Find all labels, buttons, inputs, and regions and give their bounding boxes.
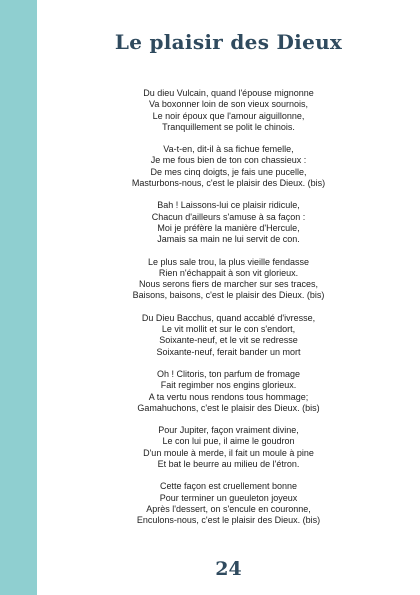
- stanza-1: [37, 88, 420, 133]
- verse-line: Gamahuchons, c'est le plaisir des Dieux. (bis): [137, 402, 320, 413]
- verse-line: Pour Jupiter, façon vraiment divine,: [158, 425, 299, 436]
- stanza-5: [37, 313, 420, 358]
- verse-line: Soixante-neuf, et le vit se redresse: [159, 335, 298, 346]
- verse-line: Le noir époux que l'amour aiguillonne,: [152, 110, 305, 121]
- verse-line: Et bat le beurre au milieu de l'étron.: [157, 459, 300, 470]
- verse-line: Bah ! Laissons-lui ce plaisir ridicule,: [157, 200, 300, 211]
- verse-line: Je me fous bien de ton con chassieux :: [150, 155, 307, 166]
- verse-line: Oh ! Clitoris, ton parfum de fromage: [156, 368, 301, 379]
- verse-line: Le plus sale trou, la plus vieille fendasse: [147, 256, 310, 267]
- verse-line: Du dieu Vulcain, quand l'épouse mignonne: [143, 88, 314, 98]
- verse-line: Baisons, baisons, c'est le plaisir des Dieux. (bis): [132, 290, 325, 301]
- verse-line: Va boxonner loin de son vieux sournois,: [149, 99, 308, 110]
- verse-line: Chacun d'ailleurs s'amuse à sa façon :: [151, 211, 306, 222]
- verse-line: Masturbons-nous, c'est le plaisir des Dieux. (bis): [131, 178, 326, 189]
- verse-line: Du Dieu Bacchus, quand accablé d'ivresse,: [141, 312, 316, 323]
- stanza-8: [37, 481, 420, 526]
- verse-line: Va-t-en, dit-il à sa fichue femelle,: [163, 144, 294, 155]
- stanza-6: [37, 369, 420, 414]
- verse-line: Le vit mollit et sur le con s'endort,: [161, 324, 296, 335]
- verse-line: Fait regimber nos engins glorieux.: [160, 380, 297, 391]
- poem-title: Le plaisir des Dieux: [114, 30, 343, 54]
- verse-line: Cette façon est cruellement bonne: [159, 481, 298, 492]
- page-number: 24: [215, 558, 242, 580]
- stanza-7: [37, 425, 420, 470]
- verse-line: Rien n'échappait à son vit glorieux.: [158, 267, 299, 278]
- verse-line: Tranquillement se polit le chinois.: [162, 121, 295, 132]
- verse-line: Nous serons fiers de marcher sur ses traces,: [138, 279, 319, 290]
- decorative-side-band: [0, 0, 37, 595]
- verse-line: Enculons-nous, c'est le plaisir des Dieux. (bis): [136, 515, 321, 526]
- verse-line: Moi je préfère la manière d'Hercule,: [157, 222, 300, 233]
- stanza-2: [37, 144, 420, 189]
- verse-line: Pour terminer un gueuleton joyeux: [159, 492, 298, 503]
- verse-line: De mes cinq doigts, je fais une pucelle,: [150, 166, 307, 177]
- poem-body: [37, 88, 420, 538]
- verse-line: Jamais sa main ne lui servit de con.: [157, 234, 300, 245]
- stanza-3: [37, 200, 420, 245]
- verse-line: A ta vertu nous rendons tous hommage;: [148, 391, 309, 402]
- verse-line: D'un moule à merde, il fait un moule à pine: [143, 447, 314, 458]
- stanza-4: [37, 257, 420, 302]
- verse-line: Le con lui pue, il aime le goudron: [162, 436, 295, 447]
- verse-line: Soixante-neuf, ferait bander un mort: [156, 346, 301, 357]
- verse-line: Après l'dessert, on s'encule en couronne,: [146, 503, 311, 514]
